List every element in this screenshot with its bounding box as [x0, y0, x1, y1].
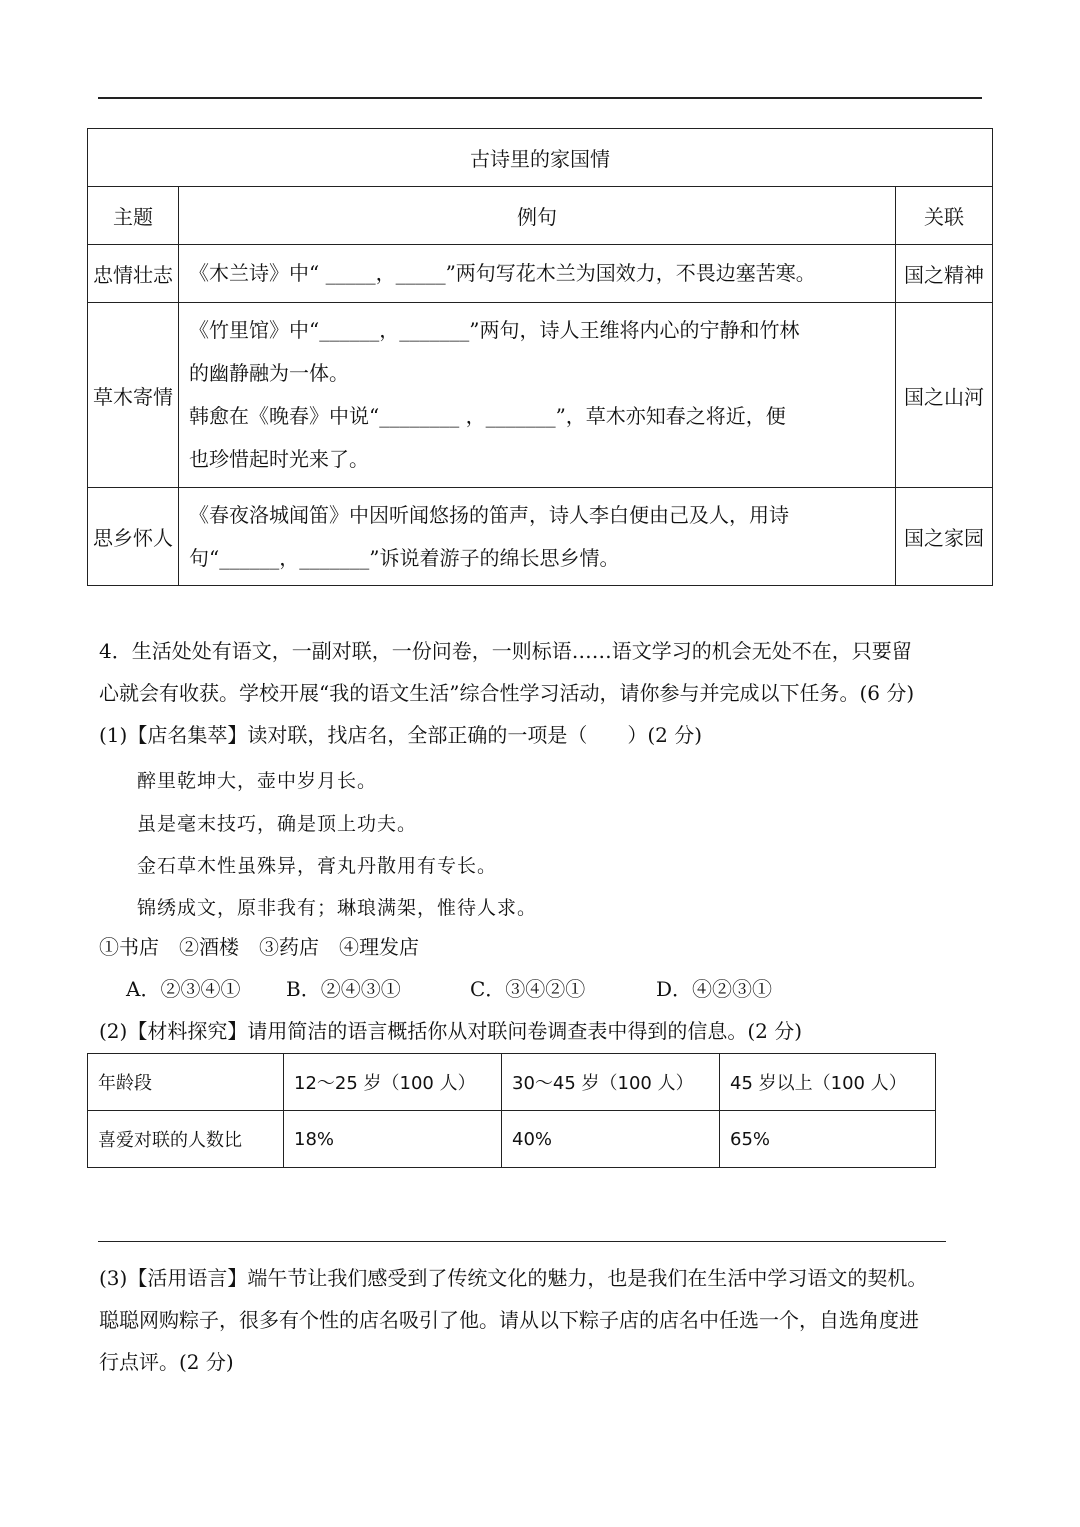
example-line: 《竹里馆》中“______，_______”两句，诗人王维将内心的宁静和竹林	[189, 318, 800, 342]
survey-table	[87, 1053, 936, 1168]
survey-ratio-cell: 18%	[284, 1111, 502, 1168]
example-line: 《春夜洛城闻笛》中因听闻悠扬的笛声，诗人李白便由己及人，用诗	[189, 502, 789, 527]
option-d[interactable]: D．④②③①	[656, 977, 773, 1001]
question-4-intro-line1: 4．生活处处有语文，一副对联，一份问卷，一则标语……语文学习的机会无处不在，只要留	[99, 639, 912, 663]
row-example	[179, 245, 896, 303]
question-4-part2: (2)【材料探究】请用简洁的语言概括你从对联问卷调查表中得到的信息。(2 分)	[99, 1019, 803, 1043]
survey-ratio-cell: 65%	[720, 1111, 936, 1168]
question-4-part3-line1: (3)【活用语言】端午节让我们感受到了传统文化的魅力，也是我们在生活中学习语文的契机。	[99, 1266, 928, 1290]
couplet-2: 虽是毫末技巧，确是顶上功夫。	[137, 813, 418, 835]
option-b[interactable]: B．②④③①	[286, 977, 401, 1001]
survey-ratio-cell: 40%	[502, 1111, 720, 1168]
row-theme: 草木寄情	[88, 303, 179, 488]
poem-table-title: 古诗里的家国情	[88, 129, 993, 187]
example-line: 也珍惜起时光来了。	[189, 447, 369, 471]
question-4-part3-line2: 聪聪网购粽子，很多有个性的店名吸引了他。请从以下粽子店的店名中任选一个，自选角度进	[99, 1308, 919, 1332]
row-relation: 国之精神	[896, 245, 993, 303]
row-relation: 国之山河	[896, 303, 993, 488]
row-example	[179, 488, 896, 586]
question-4-intro-line2: 心就会有收获。学校开展“我的语文生活”综合性学习活动，请你参与并完成以下任务。(6 分)	[99, 681, 915, 705]
example-line: 的幽静融为一体。	[189, 361, 349, 385]
couplet-1: 醉里乾坤大，壶中岁月长。	[137, 770, 378, 792]
example-line: 韩愈在《晚春》中说“________ ，_______”，草木亦知春之将近，便	[189, 404, 786, 428]
survey-ratio-label: 喜爱对联的人数比	[88, 1111, 284, 1168]
survey-age-cell: 45 岁以上（100 人）	[720, 1054, 936, 1111]
header-theme: 主题	[88, 187, 179, 245]
question-4-part1: (1)【店名集萃】读对联，找店名，全部正确的一项是（ ）(2 分)	[99, 723, 703, 747]
example-line: 句“______，_______”诉说着游子的绵长思乡情。	[189, 545, 620, 570]
header-example: 例句	[179, 187, 896, 245]
header-relation: 关联	[896, 187, 993, 245]
shop-list: ①书店 ②酒楼 ③药店 ④理发店	[99, 935, 419, 959]
survey-age-cell: 12～25 岁（100 人）	[284, 1054, 502, 1111]
answer-options	[126, 973, 772, 1002]
survey-age-cell: 30～45 岁（100 人）	[502, 1054, 720, 1111]
answer-line[interactable]	[98, 1241, 946, 1242]
top-rule	[98, 97, 982, 99]
row-theme: 忠情壮志	[88, 245, 179, 303]
option-c[interactable]: C．③④②①	[470, 977, 586, 1001]
poem-table	[87, 128, 993, 586]
couplet-4: 锦绣成文，原非我有；琳琅满架，惟待人求。	[137, 897, 538, 919]
survey-age-label: 年龄段	[88, 1054, 284, 1111]
row-theme: 思乡怀人	[88, 488, 179, 586]
row-example	[179, 303, 896, 488]
couplet-3: 金石草木性虽殊异，膏丸丹散用有专长。	[137, 855, 498, 877]
example-line: 《木兰诗》中“ _____，_____”两句写花木兰为国效力，不畏边塞苦寒。	[189, 261, 816, 285]
row-relation: 国之家园	[896, 488, 993, 586]
option-a[interactable]: A．②③④①	[126, 977, 241, 1001]
question-4-part3-line3: 行点评。(2 分)	[99, 1350, 234, 1374]
